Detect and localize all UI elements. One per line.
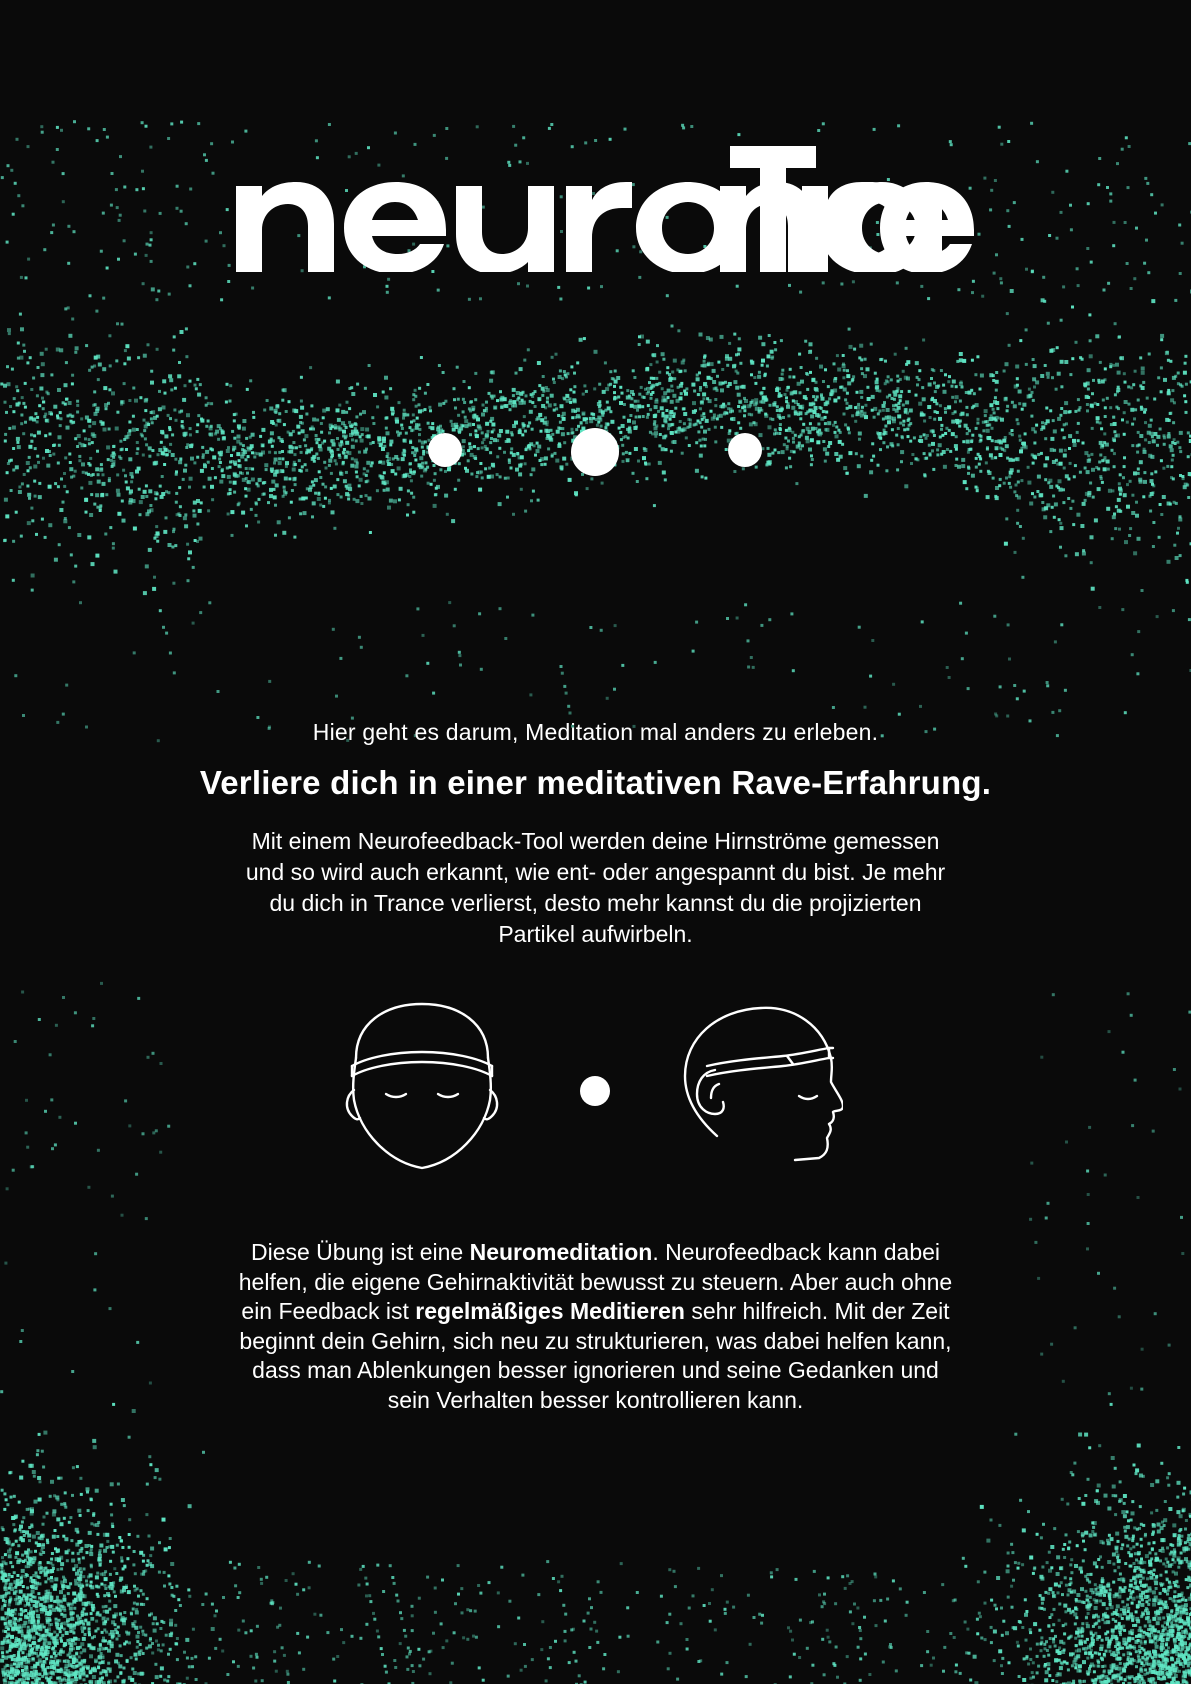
outro-text: ein Feedback ist <box>241 1298 416 1324</box>
outro-line <box>186 1297 1006 1327</box>
outro-text: Diese Übung ist eine <box>250 1239 470 1265</box>
outro-bold-term: Neuromeditation <box>469 1239 653 1265</box>
outro-line: beginnt dein Gehirn, sich neu zu strukturieren, was dabei helfen kann, <box>239 1327 952 1354</box>
head-side-headband-icon <box>683 1006 843 1166</box>
outro-bold-term: regelmäßiges Meditieren <box>415 1298 685 1324</box>
outro-text: . Neurofeedback kann dabei <box>652 1239 941 1265</box>
description-line: du dich in Trance verlierst, desto mehr kannst du die projizierten <box>269 890 922 916</box>
description <box>0 826 1191 950</box>
description-line: Mit einem Neurofeedback-Tool werden deine Hirnströme gemessen <box>251 828 940 854</box>
description-line: und so wird auch erkannt, wie ent- oder angespannt du bist. Je mehr <box>245 859 946 885</box>
head-front-headband-icon <box>344 1002 500 1172</box>
outro-paragraph <box>0 1238 1191 1415</box>
outro-line: dass man Ablenkungen besser ignorieren und seine Gedanken und <box>252 1357 939 1383</box>
outro-line <box>186 1238 1006 1268</box>
description-line: Partikel aufwirbeln. <box>498 921 693 947</box>
neurotrance-logo-nce <box>720 146 980 272</box>
outro-text: sehr hilfreich. Mit der Zeit <box>684 1298 950 1324</box>
outro-line: sein Verhalten besser kontrollieren kann. <box>387 1386 804 1413</box>
intro-text: Hier geht es darum, Meditation mal anders zu erleben. <box>312 719 879 745</box>
headline: Verliere dich in einer meditativen Rave-Erfahrung. <box>199 764 992 801</box>
outro-line: helfen, die eigene Gehirnaktivität bewusst zu steuern. Aber auch ohne <box>238 1268 953 1295</box>
